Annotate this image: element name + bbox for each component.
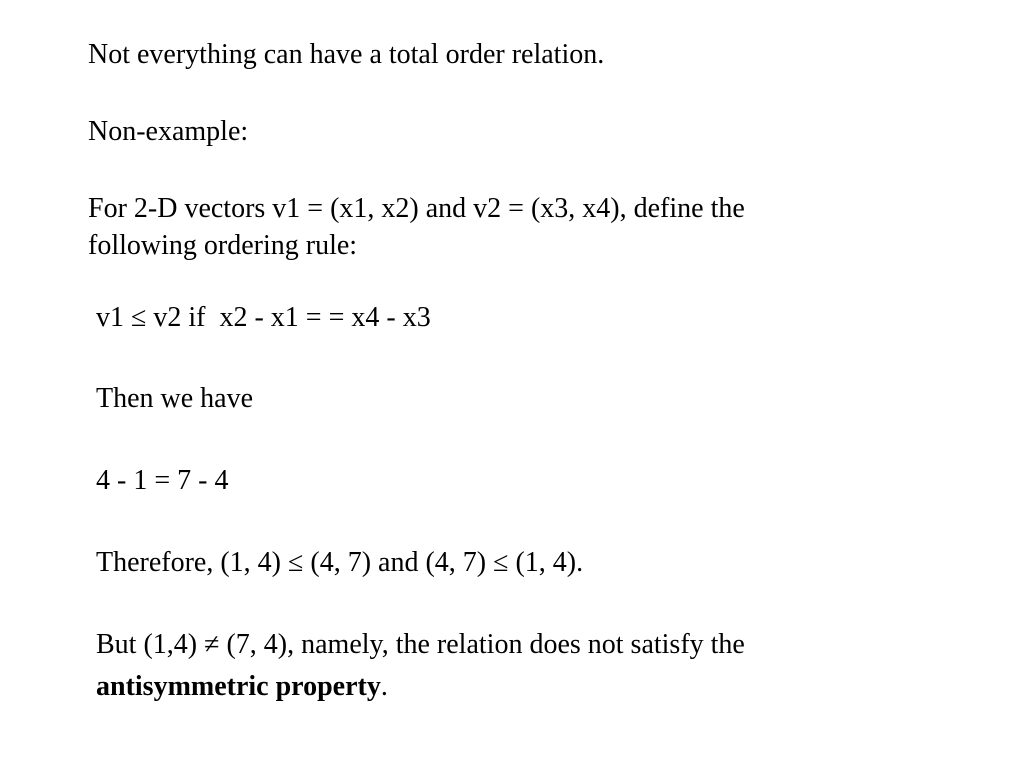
therefore-statement: Therefore, (1, 4) ≤ (4, 7) and (4, 7) ≤ (1, 4). xyxy=(96,547,584,578)
definition-line-1: For 2-D vectors v1 = (x1, x2) and v2 = (x3, x4), define the xyxy=(88,193,745,224)
example-equation: 4 - 1 = 7 - 4 xyxy=(96,465,229,496)
then-we-have: Then we have xyxy=(96,383,254,414)
definition-line-2: following ordering rule: xyxy=(88,230,358,261)
conclusion-line-2 xyxy=(96,669,388,705)
ordering-rule: v1 ≤ v2 if x2 - x1 = = x4 - x3 xyxy=(96,302,431,333)
intro-statement: Not everything can have a total order relation. xyxy=(88,39,605,70)
antisymmetric-property-term: antisymmetric property xyxy=(96,671,381,702)
conclusion-period: . xyxy=(380,671,388,702)
conclusion-line-1: But (1,4) ≠ (7, 4), namely, the relation does not satisfy the xyxy=(96,629,745,660)
non-example-label: Non-example: xyxy=(88,116,249,147)
